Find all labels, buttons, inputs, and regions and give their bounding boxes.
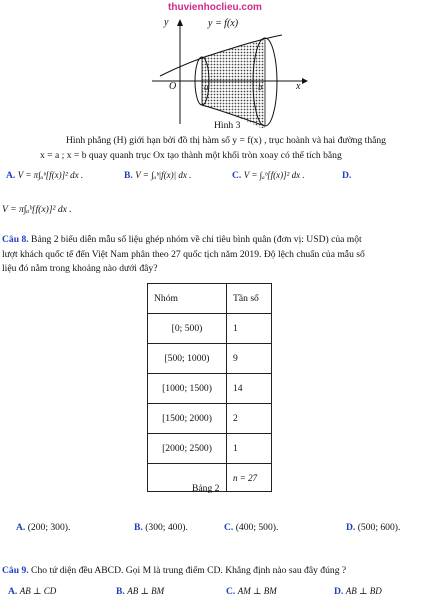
table-cell-frequency: 9	[227, 344, 272, 374]
q9-option-d[interactable]	[334, 586, 382, 597]
q9-option-c[interactable]	[226, 586, 277, 597]
q8-option-c[interactable]	[224, 522, 278, 533]
q8-line-2: lượt khách quốc tế đến Việt Nam phân theo 27 quốc tịch năm 2019. Độ lệch chuẩn của mẫu số	[2, 249, 365, 260]
q8-line-1-text: Bảng 2 biểu diễn mẫu số liệu ghép nhóm về chi tiêu bình quân (đơn vị: USD) của một	[28, 234, 362, 245]
q9-option-a[interactable]	[8, 586, 56, 597]
q7-option-c[interactable]	[232, 170, 305, 181]
x-axis-label: x	[296, 81, 301, 92]
q8-option-b-label: B.	[134, 522, 143, 533]
table-header-group: Nhóm	[148, 284, 227, 314]
table-caption: Bảng 2	[192, 483, 220, 494]
table-cell-group: [500; 1000)	[148, 344, 227, 374]
y-axis-label: y	[164, 17, 169, 28]
figure-caption: Hình 3	[214, 120, 241, 131]
q9-option-c-label: C.	[226, 586, 236, 597]
table-total-value: n = 27	[227, 464, 272, 492]
q9-option-b-text: AB ⊥ BM	[127, 586, 165, 596]
q7-option-b-text: V = ∫ₐᵇ|f(x)| dx .	[135, 170, 192, 180]
q9-option-d-label: D.	[334, 586, 344, 597]
q7-line-2: x = a ; x = b quay quanh trục Ox tạo thành một khối tròn xoay có thể tích bằng	[40, 150, 342, 161]
q9-label: Câu 9.	[2, 565, 29, 576]
q9-option-b-label: B.	[116, 586, 125, 597]
site-header: thuvienhoclieu.com	[168, 2, 262, 13]
q9-option-c-text: AM ⊥ BM	[237, 586, 277, 596]
table-cell-frequency: 14	[227, 374, 272, 404]
q7-option-a[interactable]	[6, 170, 83, 181]
q9-option-b[interactable]	[116, 586, 164, 597]
table-cell-group: [2000; 2500)	[148, 434, 227, 464]
q8-option-d[interactable]	[346, 522, 400, 533]
q8-option-b-text: (300; 400).	[145, 522, 188, 533]
table-header-row	[148, 284, 272, 314]
solid-of-revolution-figure	[150, 18, 310, 128]
q7-option-a-text: V = π∫ₐᵇ[f(x)]² dx .	[17, 170, 84, 180]
q7-option-b-label: B.	[124, 170, 133, 181]
q8-line-1	[2, 234, 362, 246]
table-cell-frequency: 2	[227, 404, 272, 434]
q7-option-c-text: V = ∫ₐᵇ[f(x)]² dx .	[243, 170, 305, 180]
table-cell-group: [1500; 2000)	[148, 404, 227, 434]
q8-option-a-text: (200; 300).	[27, 522, 71, 533]
table-row	[148, 314, 272, 344]
q7-option-d[interactable]	[342, 170, 351, 181]
table-cell-frequency: 1	[227, 314, 272, 344]
table-row	[148, 434, 272, 464]
frequency-table	[147, 283, 272, 492]
table-row	[148, 404, 272, 434]
q7-option-a-label: A.	[6, 170, 16, 181]
q9-option-a-text: AB ⊥ CD	[19, 586, 57, 596]
function-label: y = f(x)	[208, 18, 239, 29]
q9-option-a-label: A.	[8, 586, 18, 597]
q8-line-3: liệu đó nằm trong khoảng nào dưới đây?	[2, 263, 158, 274]
point-b-label: b	[258, 82, 263, 92]
q8-option-a-label: A.	[16, 522, 26, 533]
table-cell-frequency: 1	[227, 434, 272, 464]
q8-option-c-label: C.	[224, 522, 234, 533]
q8-option-d-text: (500; 600).	[357, 522, 401, 533]
q8-option-b[interactable]	[134, 522, 188, 533]
q8-option-c-text: (400; 500).	[235, 522, 279, 533]
point-a-label: a	[204, 82, 209, 92]
table-row	[148, 374, 272, 404]
q8-option-d-label: D.	[346, 522, 356, 533]
q7-option-c-label: C.	[232, 170, 242, 181]
q7-option-d-label: D.	[342, 170, 352, 181]
table-cell-group: [1000; 1500)	[148, 374, 227, 404]
origin-label: O	[169, 81, 177, 92]
q7-line-1: Hình phẳng (H) giới hạn bởi đồ thị hàm số y = f(x) , trục hoành và hai đường thẳng	[66, 135, 386, 146]
q8-option-a[interactable]	[16, 522, 70, 533]
q7-option-b[interactable]	[124, 170, 191, 181]
table-header-frequency: Tần số	[227, 284, 272, 314]
q7-option-d-text: V = π∫ₐᵇ[f(x)]² dx .	[2, 204, 72, 215]
q8-label: Câu 8.	[2, 234, 29, 245]
q9-option-d-text: AB ⊥ BD	[345, 586, 382, 596]
q9-text: Cho tứ diện đều ABCD. Gọi M là trung điểm CD. Khẳng định nào sau đây đúng ?	[28, 565, 347, 576]
q9-line	[2, 565, 346, 577]
table-row	[148, 344, 272, 374]
table-cell-group: [0; 500)	[148, 314, 227, 344]
